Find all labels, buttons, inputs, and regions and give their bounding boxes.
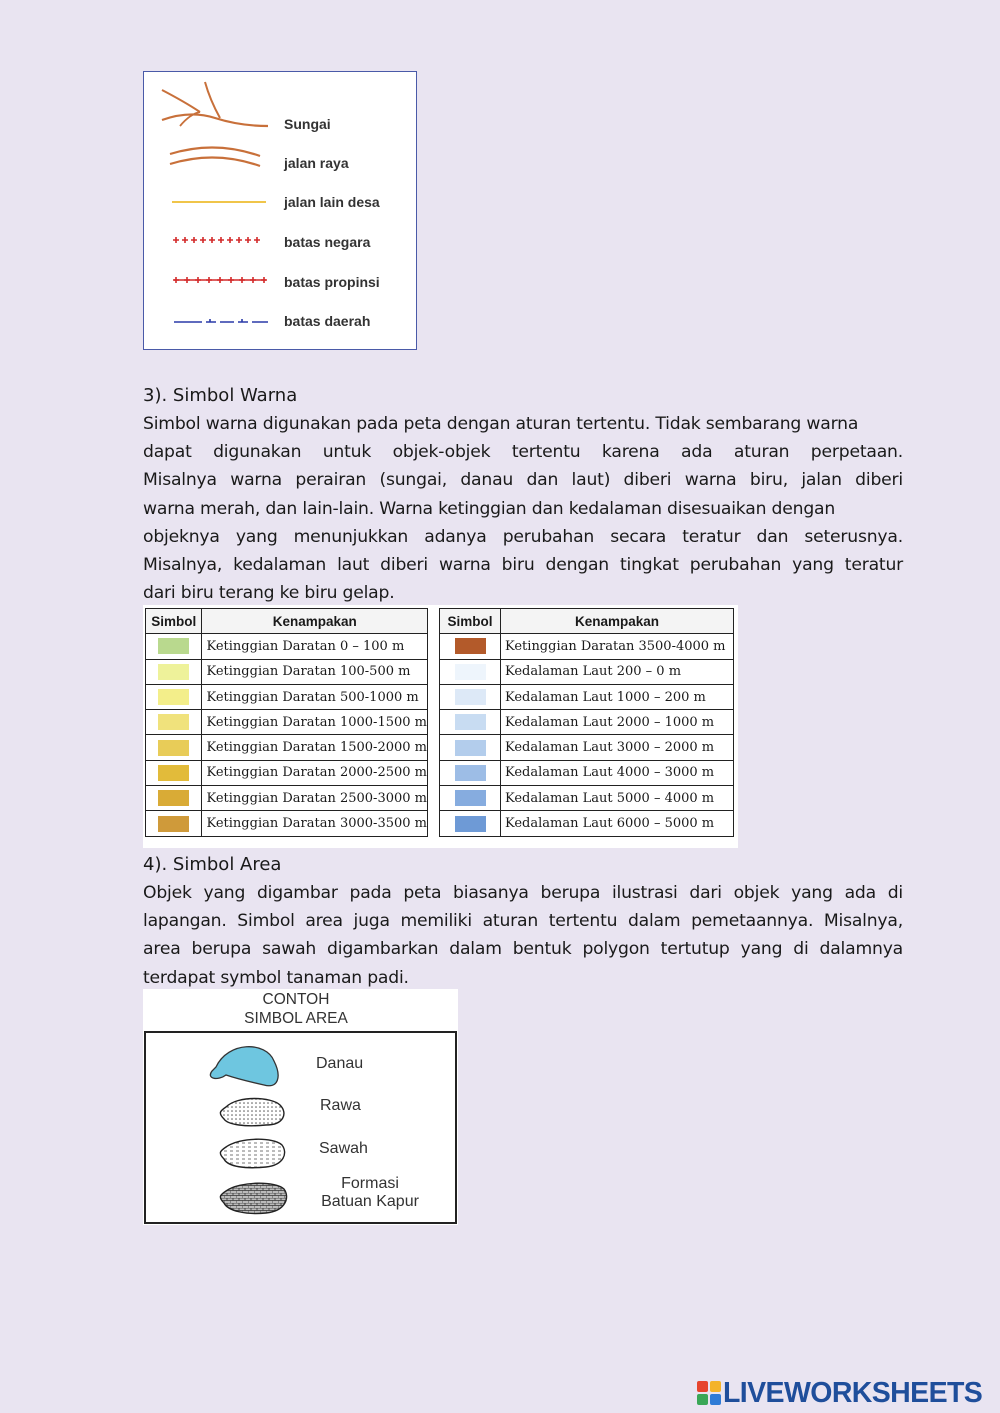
color-swatch bbox=[455, 689, 486, 705]
color-swatch bbox=[455, 790, 486, 806]
border-marker bbox=[209, 237, 215, 243]
table-row bbox=[440, 659, 734, 684]
highway-icon bbox=[160, 140, 270, 170]
color-swatch bbox=[158, 765, 189, 781]
color-swatch bbox=[158, 714, 189, 730]
header-kenampakan: Kenampakan bbox=[501, 609, 734, 634]
province-border-icon bbox=[160, 270, 270, 290]
section3-heading: 3). Simbol Warna bbox=[143, 385, 298, 406]
paragraph-line: lapangan. Simbol area juga memiliki aturan tertentu dalam pemetaannya. Misalnya, bbox=[143, 911, 903, 932]
paragraph-line: objeknya yang menunjukkan adanya perubahan secara teratur dan seterusnya. bbox=[143, 526, 903, 547]
area-label-formasi-line2: Batuan Kapur bbox=[321, 1193, 419, 1210]
border-marker bbox=[250, 277, 256, 283]
area-label-rawa: Rawa bbox=[320, 1097, 361, 1114]
table-row bbox=[440, 634, 734, 659]
color-table-left bbox=[145, 608, 428, 837]
table-row bbox=[146, 710, 428, 735]
kenampakan-cell: Kedalaman Laut 4000 – 3000 m bbox=[501, 760, 734, 785]
kenampakan-cell: Ketinggian Daratan 100-500 m bbox=[202, 659, 428, 684]
legend-label-sungai: Sungai bbox=[284, 116, 331, 132]
area-title-line2: SIMBOL AREA bbox=[244, 1010, 348, 1027]
line-symbol-legend bbox=[143, 71, 417, 350]
border-marker bbox=[236, 237, 242, 243]
limestone-icon bbox=[220, 1183, 286, 1213]
area-title-line1: CONTOH bbox=[262, 991, 330, 1008]
border-marker bbox=[184, 277, 190, 283]
symbol-cell bbox=[440, 735, 501, 760]
kenampakan-cell: Ketinggian Daratan 1000-1500 m bbox=[202, 710, 428, 735]
paragraph-line: area berupa sawah digambarkan dalam bentuk polygon tertutup yang di dalamnya bbox=[143, 939, 903, 960]
table-row bbox=[440, 684, 734, 709]
symbol-cell bbox=[146, 684, 202, 709]
border-marker bbox=[173, 277, 179, 283]
legend-label-batas-daerah: batas daerah bbox=[284, 313, 371, 329]
color-swatch bbox=[455, 740, 486, 756]
paragraph-line: Simbol warna digunakan pada peta dengan aturan tertentu. Tidak sembarang warna bbox=[143, 414, 859, 434]
paragraph-line: warna merah, dan lain-lain. Warna ketinggian dan kedalaman disesuaikan dengan bbox=[143, 498, 836, 519]
border-marker bbox=[261, 277, 267, 283]
swamp-icon bbox=[220, 1099, 284, 1126]
kenampakan-cell: Ketinggian Daratan 3000-3500 m bbox=[202, 811, 428, 836]
section4-heading: 4). Simbol Area bbox=[143, 854, 282, 875]
border-marker bbox=[218, 237, 224, 243]
border-marker bbox=[200, 237, 206, 243]
area-frame bbox=[144, 1031, 457, 1224]
color-swatch bbox=[455, 638, 486, 654]
symbol-cell bbox=[440, 786, 501, 811]
header-kenampakan: Kenampakan bbox=[202, 609, 428, 634]
header-simbol: Simbol bbox=[146, 609, 202, 634]
border-marker bbox=[254, 237, 260, 243]
table-row bbox=[146, 634, 428, 659]
legend-label-batas-propinsi: batas propinsi bbox=[284, 274, 380, 290]
kenampakan-cell: Kedalaman Laut 3000 – 2000 m bbox=[501, 735, 734, 760]
color-swatch bbox=[455, 765, 486, 781]
border-marker bbox=[227, 237, 233, 243]
lake-shape bbox=[210, 1047, 278, 1086]
table-row bbox=[440, 710, 734, 735]
border-marker bbox=[195, 277, 201, 283]
symbol-cell bbox=[440, 760, 501, 785]
legend-label-jalan-lain-desa: jalan lain desa bbox=[284, 194, 380, 210]
symbol-cell bbox=[146, 760, 202, 785]
table-row bbox=[440, 786, 734, 811]
paragraph-line: dapat digunakan untuk objek-objek tertentu karena ada aturan perpetaan. bbox=[143, 442, 903, 463]
paragraph-line: Misalnya warna perairan (sungai, danau dan laut) diberi warna biru, jalan diberi bbox=[143, 470, 903, 491]
kenampakan-cell: Kedalaman Laut 1000 – 200 m bbox=[501, 684, 734, 709]
kenampakan-cell: Kedalaman Laut 2000 – 1000 m bbox=[501, 710, 734, 735]
kenampakan-cell: Ketinggian Daratan 0 – 100 m bbox=[202, 634, 428, 659]
header-simbol: Simbol bbox=[440, 609, 501, 634]
legend-label-batas-negara: batas negara bbox=[284, 234, 371, 250]
table-row bbox=[146, 684, 428, 709]
kenampakan-cell: Ketinggian Daratan 2000-2500 m bbox=[202, 760, 428, 785]
border-marker bbox=[245, 237, 251, 243]
color-swatch bbox=[455, 664, 486, 680]
legend-label-jalan-raya: jalan raya bbox=[284, 155, 349, 171]
symbol-cell bbox=[146, 735, 202, 760]
kenampakan-cell: Kedalaman Laut 200 – 0 m bbox=[501, 659, 734, 684]
color-swatch bbox=[455, 816, 486, 832]
table-row bbox=[440, 811, 734, 836]
paragraph-line: Misalnya, kedalaman laut diberi warna biru dengan tingkat perubahan yang teratur bbox=[143, 555, 903, 576]
symbol-cell bbox=[440, 684, 501, 709]
color-swatch bbox=[158, 689, 189, 705]
symbol-cell bbox=[440, 634, 501, 659]
section3-paragraph bbox=[143, 410, 903, 607]
table-row bbox=[146, 786, 428, 811]
table-row bbox=[146, 735, 428, 760]
table-row bbox=[440, 735, 734, 760]
border-marker bbox=[239, 277, 245, 283]
section4-paragraph bbox=[143, 879, 903, 992]
area-symbol-legend bbox=[143, 989, 458, 1225]
area-label-sawah: Sawah bbox=[319, 1140, 368, 1157]
kenampakan-cell: Kedalaman Laut 5000 – 4000 m bbox=[501, 786, 734, 811]
border-marker bbox=[206, 277, 212, 283]
color-swatch bbox=[158, 664, 189, 680]
area-label-formasi-line1: Formasi bbox=[341, 1175, 399, 1192]
color-symbol-table bbox=[143, 605, 738, 848]
table-row bbox=[146, 659, 428, 684]
kenampakan-cell: Ketinggian Daratan 1500-2000 m bbox=[202, 735, 428, 760]
village-road-icon bbox=[160, 192, 270, 212]
color-swatch bbox=[158, 816, 189, 832]
symbol-cell bbox=[146, 710, 202, 735]
border-marker bbox=[217, 277, 223, 283]
table-row bbox=[146, 811, 428, 836]
area-label-danau: Danau bbox=[316, 1055, 364, 1072]
kenampakan-cell: Ketinggian Daratan 500-1000 m bbox=[202, 684, 428, 709]
border-marker bbox=[228, 277, 234, 283]
symbol-cell bbox=[440, 659, 501, 684]
symbol-cell bbox=[440, 811, 501, 836]
table-row bbox=[146, 760, 428, 785]
color-swatch bbox=[158, 790, 189, 806]
kenampakan-cell: Ketinggian Daratan 2500-3000 m bbox=[202, 786, 428, 811]
color-swatch bbox=[455, 714, 486, 730]
area-label-formasi bbox=[310, 1175, 430, 1211]
symbol-cell bbox=[440, 710, 501, 735]
river-icon bbox=[160, 80, 270, 130]
kenampakan-cell: Ketinggian Daratan 3500-4000 m bbox=[501, 634, 734, 659]
district-border-icon bbox=[160, 310, 270, 330]
color-table-right bbox=[439, 608, 734, 837]
kenampakan-cell: Kedalaman Laut 6000 – 5000 m bbox=[501, 811, 734, 836]
color-swatch bbox=[158, 740, 189, 756]
table-row bbox=[440, 760, 734, 785]
border-marker bbox=[191, 237, 197, 243]
paragraph-line: dari biru terang ke biru gelap. bbox=[143, 583, 395, 604]
liveworksheets-logo[interactable] bbox=[697, 1375, 982, 1411]
border-marker bbox=[182, 237, 188, 243]
country-border-icon bbox=[160, 230, 270, 250]
symbol-cell bbox=[146, 659, 202, 684]
symbol-cell bbox=[146, 786, 202, 811]
lake-icon bbox=[210, 1047, 278, 1086]
logo-text: LIVEWORKSHEETS bbox=[723, 1376, 983, 1409]
color-swatch bbox=[158, 638, 189, 654]
symbol-cell bbox=[146, 811, 202, 836]
symbol-cell bbox=[146, 634, 202, 659]
liveworksheets-logo-icon bbox=[697, 1381, 721, 1405]
rice-field-icon bbox=[220, 1139, 284, 1167]
paragraph-line: Objek yang digambar pada peta biasanya berupa ilustrasi dari objek yang ada di bbox=[143, 883, 903, 903]
border-marker bbox=[173, 237, 179, 243]
paragraph-line: terdapat symbol tanaman padi. bbox=[143, 967, 409, 988]
